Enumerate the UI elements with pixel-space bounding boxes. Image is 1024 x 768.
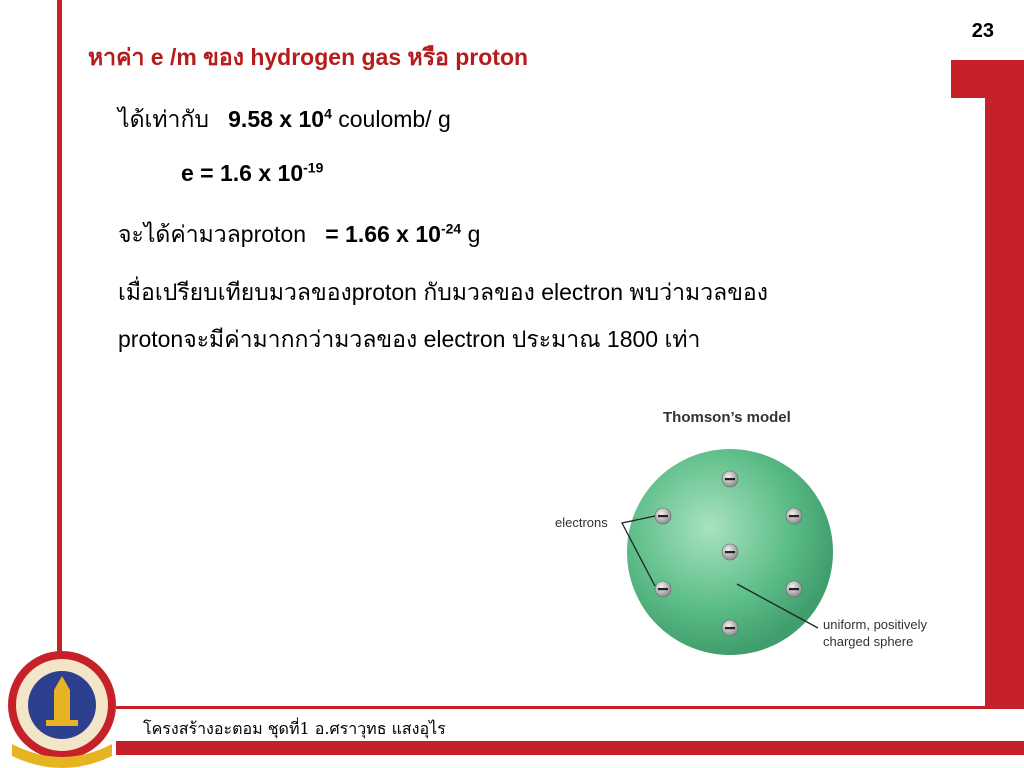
electron: [786, 508, 802, 524]
sphere-label-line2: charged sphere: [823, 634, 914, 649]
mass-value: = 1.66 x $10^{-24}$: [325, 220, 462, 247]
footer-bar-top: [116, 706, 1024, 709]
electron: [655, 581, 671, 597]
electron: [722, 544, 738, 560]
footer-bar-bottom: [116, 741, 1024, 755]
mass-unit: g: [467, 221, 481, 247]
em-value-line: [118, 102, 451, 138]
thomson-model-figure: [622, 449, 833, 655]
page-number: 23: [971, 20, 994, 42]
footer-text: โครงสร้างอะตอม ชุดที่1 อ.ศราวุทธ แสงอุไร: [143, 719, 446, 738]
em-unit: coulomb/ g: [338, 106, 451, 132]
em-value: 9.58 x $10^4$: [228, 105, 332, 132]
electron-charge-line: e = 1.6 x $10^{-19}$: [181, 159, 324, 186]
university-logo: [8, 651, 116, 768]
electron: [786, 581, 802, 597]
left-vertical-bar: [57, 0, 62, 680]
electron: [722, 471, 738, 487]
em-prefix: ได้เท่ากับ: [118, 106, 209, 132]
right-corner-bar: [951, 60, 1024, 708]
mass-prefix: จะได้ค่ามวลproton: [118, 221, 307, 247]
electron: [655, 508, 671, 524]
electron: [722, 620, 738, 636]
figure-title: Thomson’s model: [663, 409, 791, 426]
proton-mass-line: [118, 217, 480, 253]
slide-title: หาค่า e /m ของ hydrogen gas หรือ proton: [88, 44, 529, 70]
electrons-label: electrons: [555, 515, 608, 530]
sphere-label-line1: uniform, positively: [823, 617, 928, 632]
comparison-line-2: protonจะมีค่ามากกว่ามวลของ electron ประมาณ 1800 เท่า: [118, 326, 701, 352]
comparison-line-1: เมื่อเปรียบเทียบมวลของproton กับมวลของ electron พบว่ามวลของ: [118, 279, 768, 305]
